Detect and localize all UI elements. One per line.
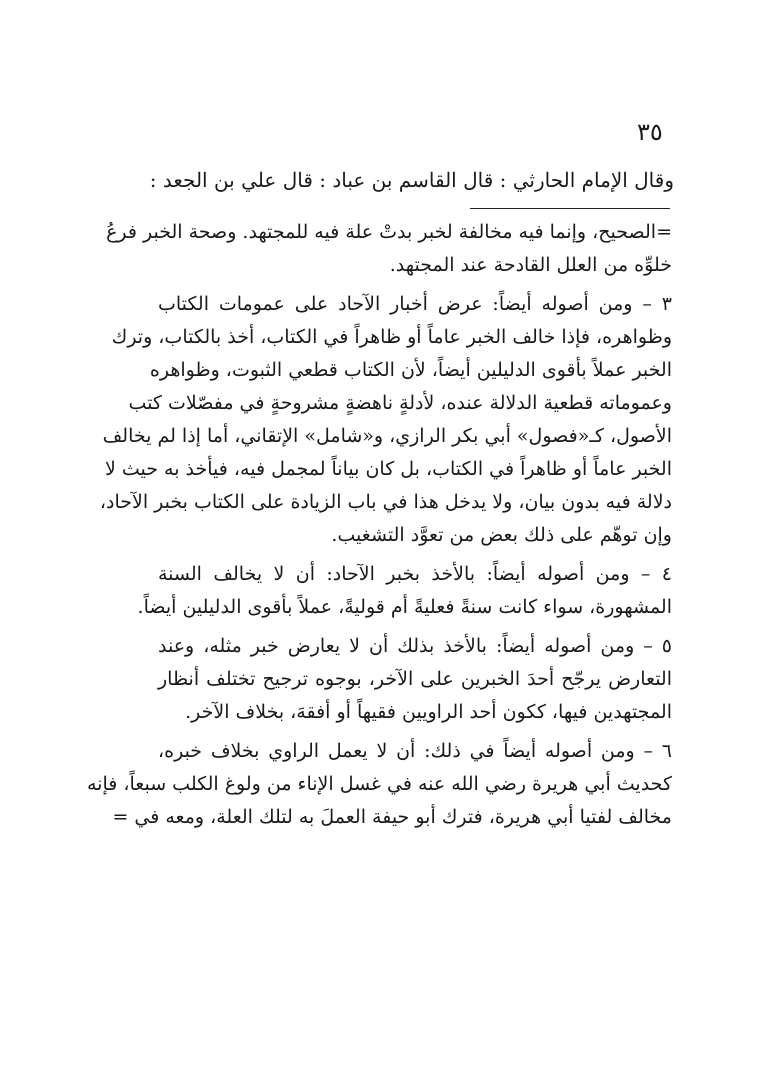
text-line: التعارض يرجّح أحدَ الخبرين على الآخر، بوجوه ترجيح تختلف أنظار	[158, 668, 672, 690]
paragraph-6	[87, 735, 672, 834]
text-line: خلوِّه من العلل القادحة عند المجتهد.	[389, 254, 672, 276]
text-line: المشهورة، سواء كانت سنةً فعليةً أم قوليةً، عملاً بأقوى الدليلين أيضاً.	[137, 596, 672, 618]
text-line: ٦ – ومن أصوله أيضاً في ذلك: أن لا يعمل الراوي بخلاف خبره،	[158, 740, 672, 762]
text-line: ٥ – ومن أصوله أيضاً: بالأخذ بذلك أن لا يعارض خبر مثله، وعند	[158, 635, 672, 657]
text-line: مخالف لفتيا أبي هريرة، فترك أبو حيفة العملَ به لتلك العلة، ومعه في =	[112, 806, 672, 828]
footnote-continuation	[106, 216, 672, 282]
header-line: وقال الإمام الحارثي : قال القاسم بن عباد : قال علي بن الجعد :	[149, 168, 674, 192]
text-line: كحديث أبي هريرة رضي الله عنه في غسل الإناء من ولوغ الكلب سبعاً، فإنه	[87, 773, 672, 795]
text-line: =الصحيح، وإنما فيه مخالفة لخبر بدتْ علة فيه للمجتهد. وصحة الخبر فرعُ	[106, 221, 672, 243]
text-line: وظواهره، فإذا خالف الخبر عاماً أو ظاهراً في الكتاب، أخذ بالكتاب، وترك	[111, 326, 672, 348]
paragraph-4	[137, 558, 672, 624]
footnote-separator-rule	[470, 208, 670, 209]
text-line: دلالة فيه بدون بيان، ولا يدخل هذا في باب الزيادة على الكتاب بخبر الآحاد،	[99, 491, 672, 513]
text-line: ٣ – ومن أصوله أيضاً: عرض أخبار الآحاد على عمومات الكتاب	[158, 293, 672, 315]
text-line: ٤ – ومن أصوله أيضاً: بالأخذ بخبر الآحاد: أن لا يخالف السنة	[158, 563, 672, 585]
text-line: الخبر عاماً أو ظاهراً في الكتاب، بل كان بياناً لمجمل فيه، فيأخذ به حيث لا	[104, 458, 672, 480]
text-line: الأصول، كـ«فصول» أبي بكر الرازي، و«شامل» الإتقاني، أما إذا لم يخالف	[102, 425, 672, 447]
text-line: وإن توهّم على ذلك بعض من تعوَّد التشغيب.	[331, 524, 672, 546]
text-line: وعموماته قطعية الدلالة عنده، لأدلةٍ ناهضةٍ مشروحةٍ في مفصّلات كتب	[128, 392, 672, 414]
page-number: ٣٥	[637, 118, 663, 146]
text-line: الخبر عملاً بأقوى الدليلين أيضاً، لأن الكتاب قطعي الثبوت، وظواهره	[149, 359, 672, 381]
body-text	[87, 216, 672, 834]
paragraph-5	[158, 630, 672, 729]
text-line: المجتهدين فيها، ككون أحد الراويين فقيهاً أو أفقهَ، بخلاف الآخر.	[185, 701, 672, 723]
paragraph-3	[99, 288, 672, 552]
